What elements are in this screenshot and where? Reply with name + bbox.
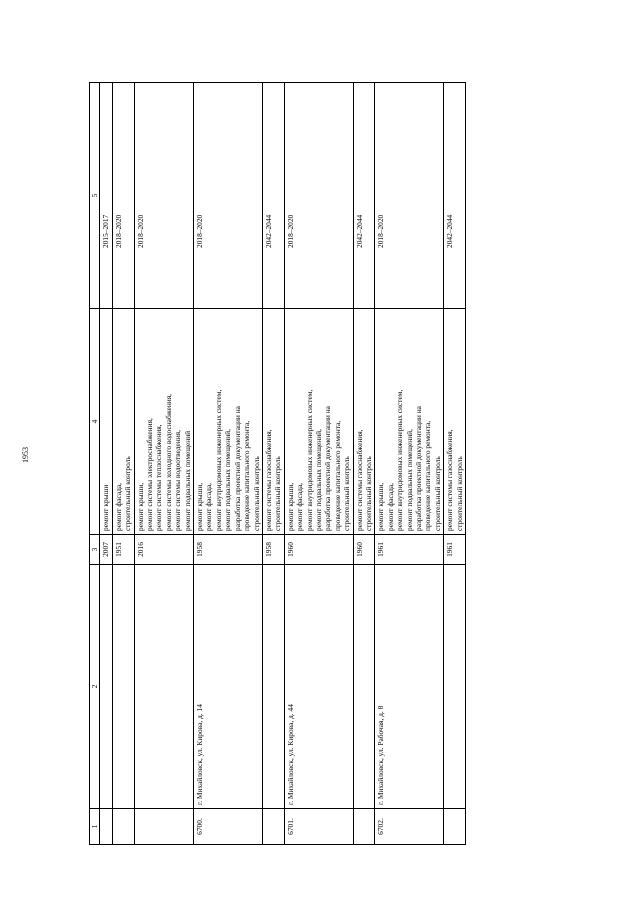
works-cell <box>284 309 353 535</box>
repair-period-cell: 2042–2044 <box>353 83 375 309</box>
page-number: 1953 <box>21 447 30 463</box>
repair-period-cell: 2042–2044 <box>262 83 284 309</box>
commissioning-year-cell: 1961 <box>444 535 466 565</box>
work-item: строительный контроль <box>251 456 261 531</box>
row-number-cell <box>353 809 375 845</box>
address-cell <box>112 565 134 809</box>
commissioning-year-cell: 1958 <box>262 535 284 565</box>
works-cell <box>194 309 263 535</box>
column-4-header: 4 <box>90 309 100 535</box>
commissioning-year-cell: 1960 <box>284 535 353 565</box>
works-cell <box>444 309 466 535</box>
work-item: проведение капитального ремонта, <box>242 420 252 531</box>
work-item: строительный контроль <box>273 456 283 531</box>
repair-period-cell: 2018–2020 <box>134 83 193 309</box>
work-item: проведение капитального ремонта, <box>423 420 433 531</box>
table-row <box>134 83 193 845</box>
work-item: разработка проектной документации на <box>232 406 242 531</box>
work-item: ремонт фасада, <box>204 483 214 531</box>
work-item: ремонт системы водоотведения, <box>173 430 183 531</box>
work-item: ремонт фасада, <box>385 483 395 531</box>
work-item: ремонт крыши, <box>135 482 145 531</box>
repair-period-cell: 2018–2020 <box>375 83 444 309</box>
repair-period-cell: 2042–2044 <box>444 83 466 309</box>
work-item: ремонт внутридомовых инженерных систем, <box>213 389 223 531</box>
repair-period-cell: 2018–2020 <box>194 83 263 309</box>
work-item: ремонт крыши, <box>195 482 205 531</box>
work-item: ремонт крыши, <box>285 482 295 531</box>
work-item: ремонт системы газоснабжения, <box>354 429 364 531</box>
repair-period-cell: 2018–2020 <box>284 83 353 309</box>
row-number-cell <box>112 809 134 845</box>
rotated-table-wrapper <box>89 83 541 845</box>
address-cell <box>262 565 284 809</box>
commissioning-year-cell: 1961 <box>375 535 444 565</box>
row-number-cell <box>262 809 284 845</box>
repair-period-cell: 2015–2017 <box>100 83 112 309</box>
address-cell <box>353 565 375 809</box>
row-number-cell <box>444 809 466 845</box>
work-item: ремонт системы холодного водоснабжения, <box>163 394 173 531</box>
table-row <box>262 83 284 845</box>
commissioning-year-cell: 1951 <box>112 535 134 565</box>
table-row <box>444 83 466 845</box>
table-row <box>353 83 375 845</box>
column-2-header: 2 <box>90 565 100 809</box>
work-item: ремонт системы газоснабжения, <box>263 429 273 531</box>
commissioning-year-cell: 2016 <box>134 535 193 565</box>
address-cell: г. Михайловск, ул. Кирова, д. 14 <box>194 565 263 809</box>
column-5-header: 5 <box>90 83 100 309</box>
address-cell: г. Михайловск, ул. Рабочая, д. 8 <box>375 565 444 809</box>
work-item: строительный контроль <box>432 456 442 531</box>
work-item: ремонт системы газоснабжения, <box>445 429 455 531</box>
column-number-row <box>90 83 100 845</box>
repair-period-cell: 2018–2020 <box>112 83 134 309</box>
works-cell <box>353 309 375 535</box>
work-item: ремонт внутридомовых инженерных систем, <box>395 389 405 531</box>
row-number-cell: 6701. <box>284 809 353 845</box>
table-row <box>284 83 353 845</box>
work-item: ремонт подвальных помещений, <box>404 429 414 531</box>
works-cell <box>134 309 193 535</box>
work-item: ремонт крыши <box>101 484 111 531</box>
address-cell: г. Михайловск, ул. Кирова, д. 44 <box>284 565 353 809</box>
address-cell <box>134 565 193 809</box>
work-item: разработка проектной документации на <box>414 406 423 531</box>
work-item: ремонт подвальных помещений <box>182 430 192 531</box>
work-item: ремонт фасада, <box>295 483 305 531</box>
work-item: ремонт крыши, <box>376 482 386 531</box>
row-number-cell <box>100 809 112 845</box>
work-item: ремонт подвальных помещений, <box>313 429 323 531</box>
repair-schedule-table <box>89 82 466 845</box>
works-cell <box>100 309 112 535</box>
work-item: строительный контроль <box>123 456 133 531</box>
work-item: ремонт фасада, <box>113 483 123 531</box>
works-cell <box>262 309 284 535</box>
work-item: строительный контроль <box>363 456 373 531</box>
table-row <box>375 83 444 845</box>
works-cell <box>375 309 444 535</box>
work-item: проведение капитального ремонта, <box>332 420 342 531</box>
work-item: строительный контроль <box>342 456 352 531</box>
row-number-cell: 6702. <box>375 809 444 845</box>
work-item: ремонт внутридомовых инженерных систем, <box>304 389 314 531</box>
row-number-cell: 6700. <box>194 809 263 845</box>
commissioning-year-cell: 1960 <box>353 535 375 565</box>
commissioning-year-cell: 1958 <box>194 535 263 565</box>
column-1-header: 1 <box>90 809 100 845</box>
work-item: ремонт подвальных помещений, <box>223 429 233 531</box>
work-item: ремонт системы теплоснабжения, <box>154 424 164 531</box>
table-row <box>112 83 134 845</box>
work-item: разработка проектной документации на <box>323 406 333 531</box>
works-cell <box>112 309 134 535</box>
table-row <box>194 83 263 845</box>
address-cell <box>444 565 466 809</box>
work-item: ремонт системы электроснабжения, <box>145 418 155 531</box>
address-cell <box>100 565 112 809</box>
row-number-cell <box>134 809 193 845</box>
commissioning-year-cell: 2007 <box>100 535 112 565</box>
table-row <box>100 83 112 845</box>
column-3-header: 3 <box>90 535 100 565</box>
work-item: строительный контроль <box>454 456 464 531</box>
